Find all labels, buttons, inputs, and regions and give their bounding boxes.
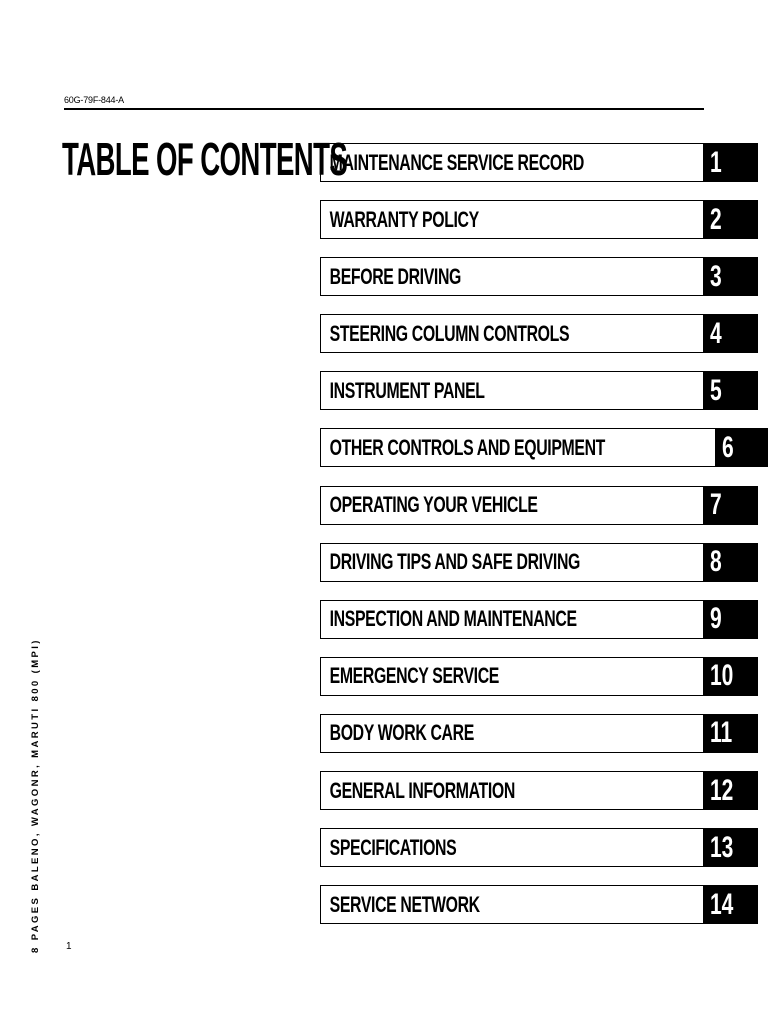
toc-label: SPECIFICATIONS (329, 834, 457, 860)
toc-number: 6 (722, 430, 735, 464)
toc-number: 7 (710, 488, 722, 522)
toc-tab (703, 543, 758, 582)
toc-tab (703, 314, 758, 353)
toc-number: 4 (710, 316, 722, 350)
vertical-margin-text: 8 PAGES BALENO, WAGONR, MARUTI 800 (MPI) (30, 638, 41, 953)
toc-tab (703, 486, 758, 525)
toc-label: STEERING COLUMN CONTROLS (329, 320, 570, 346)
toc-number: 11 (710, 716, 733, 750)
toc-label: GENERAL INFORMATION (329, 777, 515, 803)
toc-label: MAINTENANCE SERVICE RECORD (329, 149, 585, 175)
toc-label-box (320, 314, 703, 353)
toc-label-box (320, 143, 703, 182)
toc-item[interactable] (320, 200, 757, 239)
toc-label-box (320, 428, 715, 467)
toc-label: INSPECTION AND MAINTENANCE (329, 606, 577, 632)
toc-number: 2 (710, 202, 722, 236)
toc-item[interactable] (320, 543, 757, 582)
toc-label-box (320, 771, 703, 810)
toc-label-box (320, 885, 703, 924)
toc-number: 1 (710, 145, 722, 179)
toc-label-box (320, 200, 703, 239)
toc-tab (703, 600, 758, 639)
toc-number: 3 (710, 259, 722, 293)
toc-label: INSTRUMENT PANEL (329, 377, 485, 403)
toc-label: OTHER CONTROLS AND EQUIPMENT (329, 434, 605, 460)
toc-label-box (320, 371, 703, 410)
toc-tab (703, 771, 758, 810)
toc-tab (703, 371, 758, 410)
toc-item[interactable] (320, 428, 757, 467)
toc-label-box (320, 600, 703, 639)
toc-item[interactable] (320, 314, 757, 353)
toc-item[interactable] (320, 371, 757, 410)
toc-number: 10 (710, 659, 734, 693)
toc-tab (703, 257, 758, 296)
toc-item[interactable] (320, 885, 757, 924)
toc-label: DRIVING TIPS AND SAFE DRIVING (329, 549, 580, 575)
toc-number: 13 (710, 830, 734, 864)
toc-label-box (320, 486, 703, 525)
toc-number: 5 (710, 373, 722, 407)
document-code: 60G-79F-844-A (64, 95, 124, 105)
table-of-contents (320, 143, 757, 942)
toc-tab (703, 200, 758, 239)
toc-number: 12 (710, 773, 734, 807)
toc-tab (703, 143, 758, 182)
toc-item[interactable] (320, 714, 757, 753)
header-rule (64, 108, 704, 110)
toc-label-box (320, 714, 703, 753)
page-number: 1 (66, 941, 72, 952)
toc-item[interactable] (320, 600, 757, 639)
toc-label: BODY WORK CARE (329, 720, 474, 746)
toc-item[interactable] (320, 828, 757, 867)
toc-label: EMERGENCY SERVICE (329, 663, 499, 689)
toc-label: SERVICE NETWORK (329, 891, 480, 917)
toc-label: OPERATING YOUR VEHICLE (329, 492, 538, 518)
toc-label-box (320, 828, 703, 867)
toc-item[interactable] (320, 257, 757, 296)
toc-tab (703, 714, 758, 753)
toc-item[interactable] (320, 486, 757, 525)
toc-label-box (320, 543, 703, 582)
toc-number: 8 (710, 545, 722, 579)
toc-item[interactable] (320, 771, 757, 810)
toc-label-box (320, 657, 703, 696)
toc-number: 9 (710, 602, 722, 636)
toc-tab (703, 657, 758, 696)
toc-label: WARRANTY POLICY (329, 206, 479, 232)
toc-item[interactable] (320, 657, 757, 696)
page-title: TABLE OF CONTENTS (62, 133, 348, 185)
toc-tab (703, 885, 758, 924)
toc-tab (715, 428, 768, 467)
toc-item[interactable] (320, 143, 757, 182)
toc-label: BEFORE DRIVING (329, 263, 462, 289)
toc-number: 14 (710, 887, 734, 921)
toc-label-box (320, 257, 703, 296)
toc-tab (703, 828, 758, 867)
